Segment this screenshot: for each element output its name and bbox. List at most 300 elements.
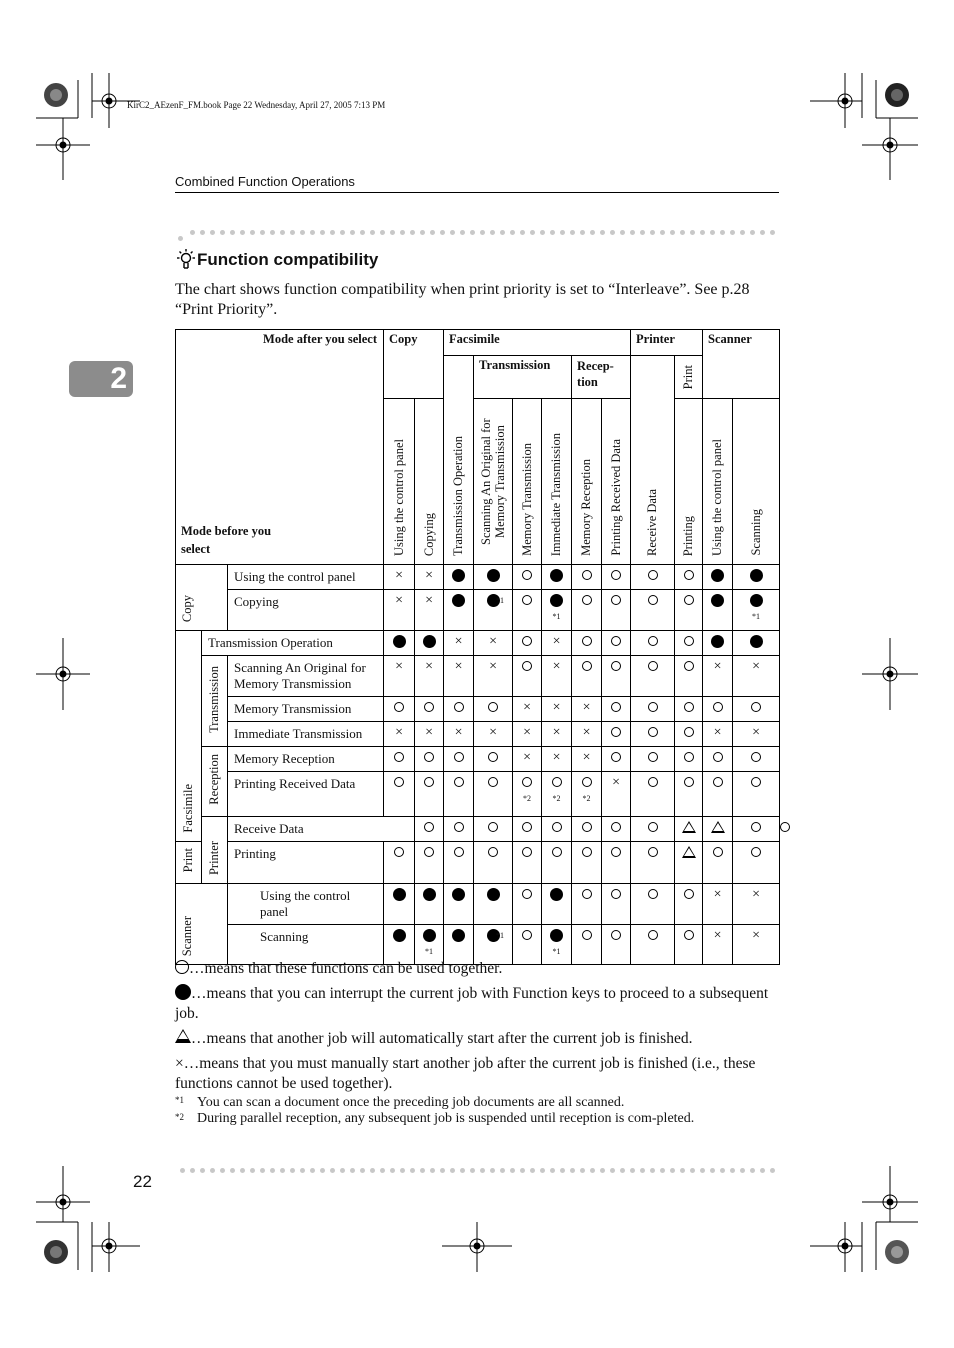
table-cell xyxy=(415,722,444,747)
open-circle-icon xyxy=(522,636,532,646)
table-cell xyxy=(572,697,602,722)
dotted-separator-bottom xyxy=(180,1160,780,1168)
running-head: Combined Function Operations xyxy=(175,174,355,189)
open-circle-icon xyxy=(684,889,694,899)
table-cell xyxy=(542,747,572,772)
footnote-ref: *1 xyxy=(496,931,505,940)
row-group-transmission: Transmission xyxy=(202,656,228,747)
table-row xyxy=(176,817,780,842)
table-cell xyxy=(572,747,602,772)
col-scanner-control-panel: Using the control panel xyxy=(703,399,733,565)
cross-symbol: × xyxy=(454,634,463,649)
open-circle-icon xyxy=(582,847,592,857)
table-cell xyxy=(542,656,572,697)
table-cell xyxy=(733,631,780,656)
row-label: Printing xyxy=(228,842,384,884)
table-cell xyxy=(703,656,733,697)
table-cell xyxy=(703,590,733,631)
row-label: Receive Data xyxy=(228,817,415,842)
table-row xyxy=(176,772,780,817)
table-cell xyxy=(733,565,780,590)
open-circle-icon xyxy=(424,777,434,787)
table-cell xyxy=(572,590,602,631)
open-circle-icon xyxy=(552,822,562,832)
table-cell xyxy=(542,722,572,747)
section-title: Function compatibility xyxy=(197,250,379,269)
cross-symbol: × xyxy=(489,659,497,674)
table-cell xyxy=(733,884,780,925)
table-cell xyxy=(675,842,703,884)
table-cell xyxy=(572,772,602,817)
open-circle-icon xyxy=(648,930,658,940)
table-cell xyxy=(474,747,513,772)
open-circle-icon xyxy=(488,702,498,712)
table-cell xyxy=(384,842,415,884)
table-cell xyxy=(513,817,542,842)
open-circle-icon xyxy=(648,636,658,646)
open-circle-icon xyxy=(648,777,658,787)
open-circle-icon xyxy=(611,822,621,832)
open-circle-icon xyxy=(684,636,694,646)
table-cell xyxy=(703,842,733,884)
filled-circle-icon xyxy=(711,594,724,607)
table-cell xyxy=(602,817,631,842)
row-group-copy: Copy xyxy=(176,565,228,631)
filled-circle-icon xyxy=(550,888,563,901)
cross-symbol: × xyxy=(454,659,463,674)
table-cell xyxy=(474,631,513,656)
col-group-printer: Printer xyxy=(631,330,703,356)
footnote-1-mark: *1 xyxy=(175,1095,184,1105)
table-row xyxy=(176,590,780,631)
open-circle-icon xyxy=(552,777,562,787)
filled-circle-icon xyxy=(423,888,436,901)
triangle-icon xyxy=(175,1029,191,1043)
open-circle-icon xyxy=(611,595,621,605)
lightbulb-icon xyxy=(176,249,196,271)
table-cell xyxy=(733,842,780,884)
table-cell xyxy=(474,590,513,631)
col-group-copy: Copy xyxy=(384,330,444,399)
footnote-2-mark: *2 xyxy=(175,1112,184,1122)
cross-symbol: × xyxy=(552,725,561,740)
open-circle-icon xyxy=(648,661,658,671)
open-circle-icon xyxy=(648,752,658,762)
table-cell xyxy=(444,747,474,772)
table-row xyxy=(176,565,780,590)
table-cell xyxy=(703,884,733,925)
cross-symbol: × xyxy=(425,568,433,583)
table-cell xyxy=(415,842,444,884)
table-cell xyxy=(542,772,572,817)
open-circle-icon xyxy=(648,702,658,712)
open-circle-icon xyxy=(552,847,562,857)
open-circle-icon xyxy=(454,822,464,832)
table-cell xyxy=(631,697,675,722)
legend-triangle xyxy=(175,1028,781,1049)
triangle-icon xyxy=(682,821,696,833)
open-circle-icon xyxy=(454,702,464,712)
open-circle-icon xyxy=(582,930,592,940)
open-circle-icon xyxy=(684,930,694,940)
table-cell xyxy=(675,817,703,842)
open-circle-icon xyxy=(684,777,694,787)
table-cell xyxy=(513,747,542,772)
corner-top-label: Mode after you select xyxy=(263,332,378,346)
col-printing-received-data: Printing Received Data xyxy=(602,399,631,565)
col-group-reception xyxy=(572,356,631,399)
table-cell xyxy=(415,772,444,817)
cross-symbol: × xyxy=(523,750,531,765)
row-group-reception: Reception xyxy=(202,747,228,817)
filled-circle-icon xyxy=(711,635,724,648)
table-row xyxy=(176,631,780,656)
filled-circle-icon xyxy=(393,888,406,901)
open-circle-icon xyxy=(648,570,658,580)
open-circle-icon xyxy=(454,847,464,857)
cross-symbol: × xyxy=(395,593,403,608)
triangle-icon xyxy=(711,821,725,833)
row-group-scanner: Scanner xyxy=(176,884,228,965)
filled-circle-icon xyxy=(550,569,563,582)
cross-symbol: × xyxy=(582,700,591,715)
filled-circle-icon xyxy=(452,929,465,942)
open-circle-icon xyxy=(522,595,532,605)
cross-symbol: × xyxy=(552,700,561,715)
table-cell xyxy=(631,884,675,925)
table-cell xyxy=(602,772,631,817)
open-circle-icon xyxy=(424,702,434,712)
table-cell xyxy=(631,842,675,884)
table-cell xyxy=(415,565,444,590)
table-cell xyxy=(542,842,572,884)
table-cell xyxy=(384,590,415,631)
table-cell xyxy=(384,565,415,590)
cross-symbol: × xyxy=(552,750,561,765)
table-cell xyxy=(572,722,602,747)
col-memory-reception: Memory Reception xyxy=(572,399,602,565)
table-cell xyxy=(513,631,542,656)
table-cell xyxy=(542,697,572,722)
open-circle-icon xyxy=(522,570,532,580)
table-cell xyxy=(384,747,415,772)
table-cell xyxy=(542,590,572,631)
table-cell xyxy=(675,697,703,722)
cross-symbol: × xyxy=(523,725,531,740)
row-group-facsimile: Facsimile xyxy=(176,631,202,842)
col-group-transmission: Transmission xyxy=(474,356,572,399)
table-cell xyxy=(444,631,474,656)
open-circle-icon xyxy=(522,889,532,899)
table-cell xyxy=(631,565,675,590)
cross-symbol: × xyxy=(425,659,433,674)
footnote-ref: *1 xyxy=(752,612,761,621)
open-circle-icon xyxy=(394,702,404,712)
cross-symbol: × xyxy=(582,750,591,765)
open-circle-icon xyxy=(522,777,532,787)
filled-circle-icon xyxy=(393,929,406,942)
open-circle-icon xyxy=(582,636,592,646)
table-cell xyxy=(444,842,474,884)
cross-symbol: × xyxy=(713,887,722,902)
cross-symbol: × xyxy=(489,725,497,740)
table-cell xyxy=(444,590,474,631)
cross-symbol: × xyxy=(752,928,760,943)
table-row xyxy=(176,697,780,722)
table-cell xyxy=(474,656,513,697)
cross-symbol: × xyxy=(395,568,403,583)
table-cell xyxy=(444,884,474,925)
open-circle-icon xyxy=(648,595,658,605)
open-circle-icon xyxy=(424,822,434,832)
open-circle-icon xyxy=(424,847,434,857)
chapter-tab: 2 xyxy=(69,361,133,397)
table-cell xyxy=(733,817,780,842)
open-circle-icon xyxy=(611,702,621,712)
table-row xyxy=(176,747,780,772)
cross-symbol: × xyxy=(552,634,561,649)
table-cell xyxy=(631,747,675,772)
table-cell xyxy=(602,842,631,884)
table-cell xyxy=(572,631,602,656)
table-cell xyxy=(733,590,780,631)
filled-circle-icon xyxy=(423,635,436,648)
table-cell xyxy=(602,565,631,590)
footnote-ref: *2 xyxy=(523,794,532,803)
legend-open-circle xyxy=(175,958,781,979)
footnote-ref: *1 xyxy=(552,947,561,956)
open-circle-icon xyxy=(394,752,404,762)
open-circle-icon xyxy=(488,752,498,762)
table-cell xyxy=(733,747,780,772)
table-cell xyxy=(675,772,703,817)
table-cell xyxy=(415,590,444,631)
cross-symbol: × xyxy=(454,725,463,740)
open-circle-icon xyxy=(684,752,694,762)
table-cell xyxy=(415,747,444,772)
table-cell xyxy=(572,817,602,842)
row-label: Memory Reception xyxy=(228,747,384,772)
open-circle-icon xyxy=(611,661,621,671)
reception-label: Recep-tion xyxy=(577,359,614,389)
filled-circle-icon xyxy=(711,569,724,582)
open-circle-icon xyxy=(713,702,723,712)
table-cell xyxy=(572,842,602,884)
table-cell xyxy=(703,817,733,842)
open-circle-icon xyxy=(780,822,790,832)
filled-circle-icon xyxy=(750,594,763,607)
col-transmission-operation: Transmission Operation xyxy=(444,356,474,565)
table-cell xyxy=(384,884,415,925)
table-cell xyxy=(513,722,542,747)
cross-symbol: × xyxy=(395,659,403,674)
col-copying: Copying xyxy=(415,399,444,565)
open-circle-icon xyxy=(582,889,592,899)
open-circle-icon xyxy=(488,822,498,832)
table-cell xyxy=(513,565,542,590)
open-circle-icon xyxy=(648,727,658,737)
row-label: Immediate Transmission xyxy=(228,722,384,747)
table-cell xyxy=(602,656,631,697)
filled-circle-icon xyxy=(550,929,563,942)
table-cell xyxy=(474,817,513,842)
table-cell xyxy=(703,722,733,747)
legend-cross-text: ×…means that you must manually start another job after the current job is finished (i.e., these functions cannot be used together). xyxy=(175,1055,756,1092)
table-cell xyxy=(675,722,703,747)
table-cell xyxy=(474,722,513,747)
table-cell xyxy=(474,772,513,817)
table-cell xyxy=(542,884,572,925)
table-cell xyxy=(675,656,703,697)
open-circle-icon xyxy=(751,822,761,832)
table-cell xyxy=(631,817,675,842)
table-cell xyxy=(602,590,631,631)
cross-symbol: × xyxy=(425,593,433,608)
open-circle-icon xyxy=(611,636,621,646)
open-circle-icon xyxy=(713,752,723,762)
table-cell xyxy=(631,772,675,817)
filled-circle-icon xyxy=(550,594,563,607)
cross-symbol: × xyxy=(713,659,722,674)
open-circle-icon xyxy=(488,847,498,857)
open-circle-icon xyxy=(684,661,694,671)
table-cell xyxy=(384,631,415,656)
open-circle-icon xyxy=(582,661,592,671)
cross-symbol: × xyxy=(523,700,531,715)
open-circle-icon xyxy=(611,752,621,762)
table-cell xyxy=(444,697,474,722)
col-group-facsimile: Facsimile xyxy=(444,330,631,356)
table-cell xyxy=(513,772,542,817)
table-cell xyxy=(572,565,602,590)
filled-circle-icon xyxy=(452,888,465,901)
row-label: Memory Transmission xyxy=(228,697,384,722)
open-circle-icon xyxy=(648,847,658,857)
dotted-separator-top xyxy=(190,222,780,230)
footnote-1-text: You can scan a document once the preceding job documents are all scanned. xyxy=(197,1095,625,1110)
table-cell xyxy=(444,565,474,590)
open-circle-icon xyxy=(611,889,621,899)
row-label: Using the control panel xyxy=(228,565,384,590)
open-circle-icon xyxy=(611,727,621,737)
table-cell xyxy=(415,697,444,722)
filled-circle-icon xyxy=(393,635,406,648)
cross-symbol: × xyxy=(713,725,722,740)
table-cell xyxy=(384,772,415,817)
table-cell xyxy=(703,565,733,590)
table-cell xyxy=(513,590,542,631)
cross-symbol: × xyxy=(752,887,760,902)
table-cell xyxy=(513,656,542,697)
open-circle-icon xyxy=(751,702,761,712)
open-circle-icon xyxy=(684,727,694,737)
table-cell xyxy=(602,631,631,656)
open-circle-icon xyxy=(684,702,694,712)
filled-circle-icon xyxy=(750,569,763,582)
filled-circle-icon xyxy=(487,888,500,901)
col-group-scanner: Scanner xyxy=(703,330,780,399)
open-circle-icon xyxy=(713,847,723,857)
table-cell xyxy=(572,656,602,697)
open-circle-icon xyxy=(175,960,189,974)
table-cell xyxy=(703,747,733,772)
table-cell xyxy=(675,747,703,772)
row-label: Using the control panel xyxy=(228,884,384,925)
open-circle-icon xyxy=(424,752,434,762)
open-circle-icon xyxy=(582,822,592,832)
open-circle-icon xyxy=(522,661,532,671)
table-cell xyxy=(703,772,733,817)
table-cell xyxy=(444,817,474,842)
table-cell xyxy=(415,656,444,697)
table-corner xyxy=(176,330,384,565)
table-row xyxy=(176,722,780,747)
cross-symbol: × xyxy=(582,725,591,740)
table-cell xyxy=(542,817,572,842)
cross-symbol: × xyxy=(612,775,620,790)
open-circle-icon xyxy=(713,777,723,787)
table-cell xyxy=(675,631,703,656)
dot-accent xyxy=(178,236,183,241)
table-cell xyxy=(384,656,415,697)
compatibility-table xyxy=(175,329,780,965)
table-cell xyxy=(733,697,780,722)
cross-symbol: × xyxy=(395,725,403,740)
table-row xyxy=(176,884,780,925)
row-group-printer: Printer xyxy=(202,817,228,884)
open-circle-icon xyxy=(454,777,464,787)
col-memory-transmission: Memory Transmission xyxy=(513,399,542,565)
open-circle-icon xyxy=(648,889,658,899)
table-cell xyxy=(631,590,675,631)
footnote-2-text: During parallel reception, any subsequent job is suspended until reception is com-pleted. xyxy=(197,1111,695,1126)
footnote-ref: *1 xyxy=(496,596,505,605)
legend-filled-circle xyxy=(175,983,781,1023)
open-circle-icon xyxy=(582,777,592,787)
table-cell xyxy=(542,631,572,656)
footnote-ref: *1 xyxy=(552,612,561,621)
table-cell xyxy=(631,722,675,747)
open-circle-icon xyxy=(522,847,532,857)
table-cell xyxy=(415,884,444,925)
table-cell xyxy=(513,842,542,884)
table-cell xyxy=(733,656,780,697)
table-row xyxy=(176,656,780,697)
col-group-print: Print xyxy=(675,356,703,399)
table-cell xyxy=(444,772,474,817)
open-circle-icon xyxy=(684,570,694,580)
col-copy-control-panel: Using the control panel xyxy=(384,399,415,565)
table-cell xyxy=(474,842,513,884)
open-circle-icon xyxy=(751,777,761,787)
table-cell xyxy=(602,722,631,747)
legend-filled-circle-text: …means that you can interrupt the current job with Function keys to proceed to a subsequent job. xyxy=(175,985,769,1022)
open-circle-icon xyxy=(394,847,404,857)
open-circle-icon xyxy=(684,595,694,605)
open-circle-icon xyxy=(611,930,621,940)
table-cell xyxy=(602,697,631,722)
header-rule xyxy=(175,192,779,193)
table-cell xyxy=(733,772,780,817)
col-receive-data: Receive Data xyxy=(631,356,675,565)
col-printing: Printing xyxy=(675,399,703,565)
intro-paragraph: The chart shows function compatibility when print priority is set to “Interleave”. See p.28 “Print Priority”. xyxy=(175,281,750,318)
legend-triangle-text: …means that another job will automatically start after the current job is finished. xyxy=(191,1030,693,1047)
corner-bottom-label: Mode before you select xyxy=(181,524,272,556)
open-circle-icon xyxy=(454,752,464,762)
table-cell xyxy=(675,565,703,590)
table-cell xyxy=(631,631,675,656)
